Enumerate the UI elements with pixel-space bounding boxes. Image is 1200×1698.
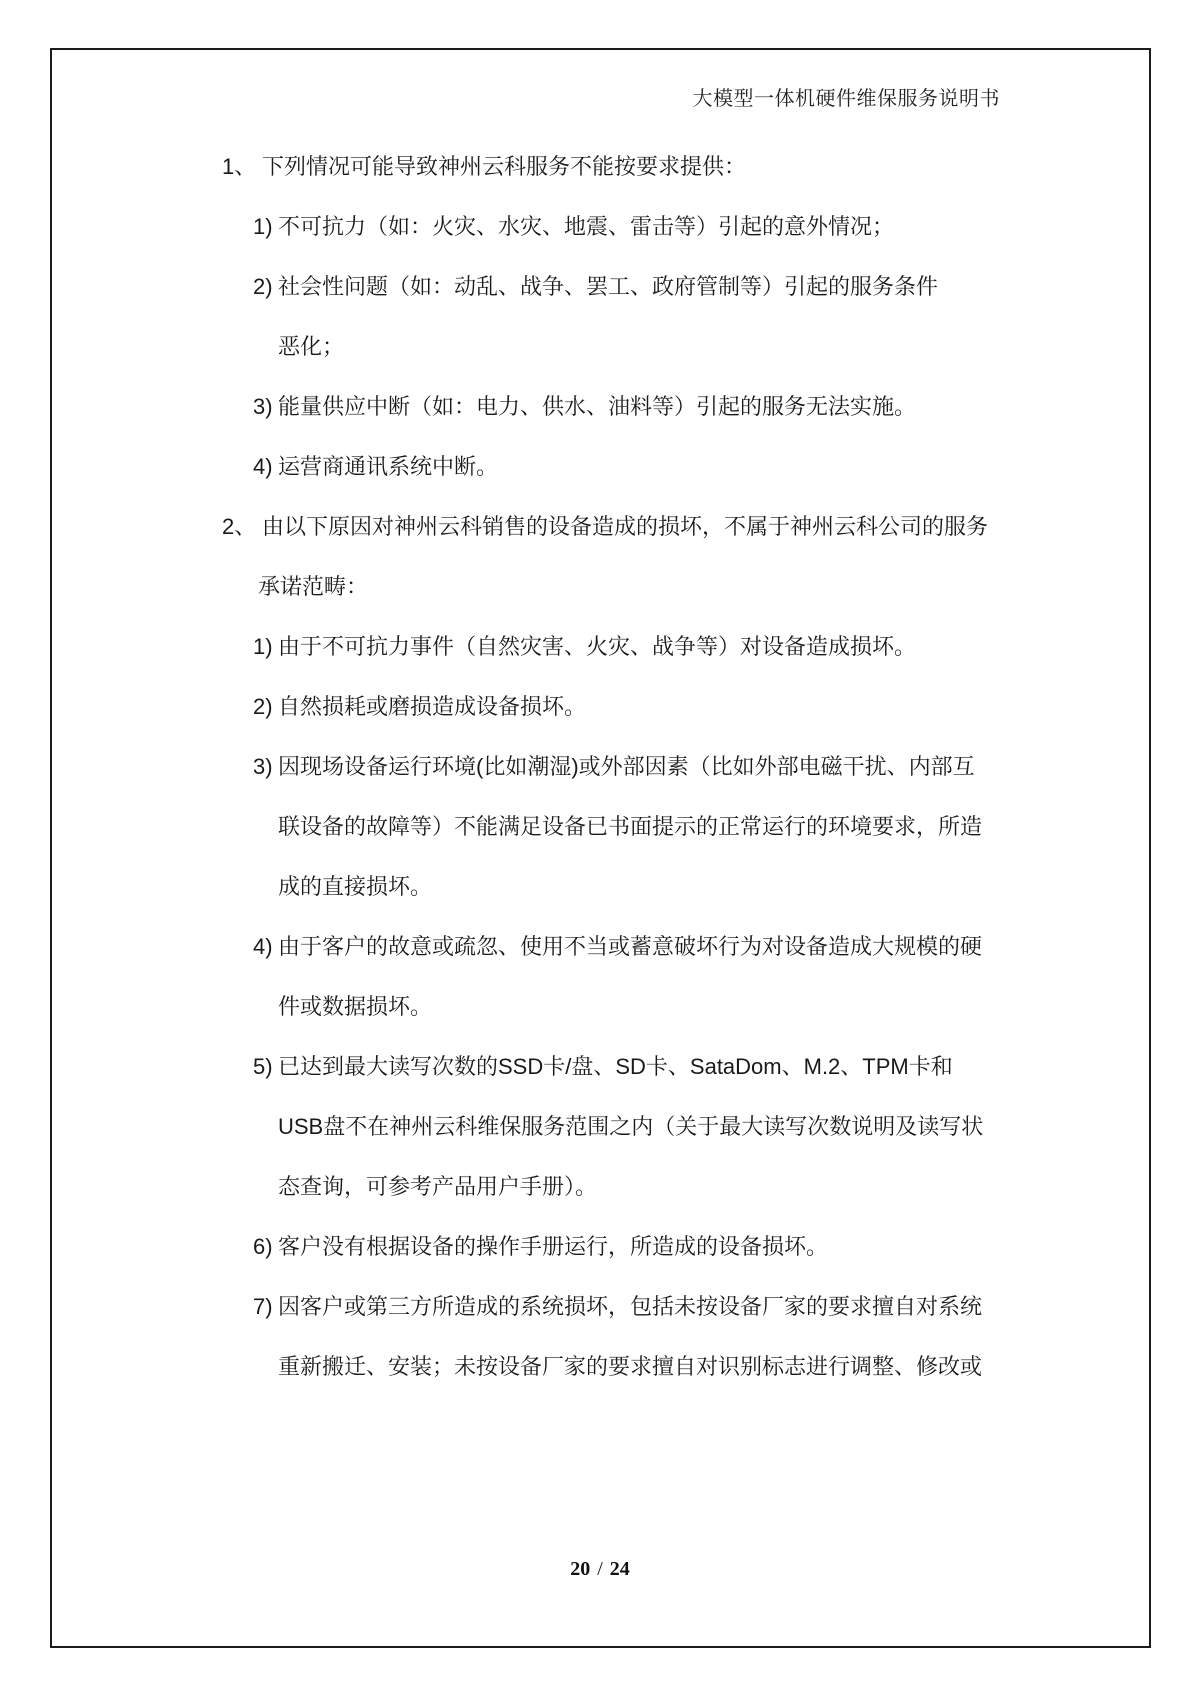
list-item-continuation-line: 成的直接损坏。 [278,874,433,899]
list-item [0,1217,1200,1277]
list-item-text: 已达到最大读写次数的SSD卡/盘、SD卡、SataDom、M.2、TPM卡和 [278,1054,953,1079]
page-number-separator: / [597,1558,603,1580]
list-item-continuation-line: 件或数据损坏。 [278,994,433,1019]
list-item-text: 因客户或第三方所造成的系统损坏，包括未按设备厂家的要求擅自对系统 [278,1294,983,1319]
list-item [0,497,1200,617]
list-marker: 7) [253,1294,273,1319]
list-marker: 1、 [222,154,257,179]
list-item [0,677,1200,737]
list-item-line [0,377,1200,437]
list-item [0,437,1200,497]
list-item-text: 社会性问题（如：动乱、战争、罢工、政府管制等）引起的服务条件 [278,274,939,299]
list-marker: 1) [253,214,273,239]
list-item [0,1277,1200,1397]
list-item-line [0,1037,1200,1097]
list-item-line [0,497,1200,557]
list-marker: 2) [253,274,273,299]
list-item-line [0,1217,1200,1277]
list-item-line [0,917,1200,977]
list-item-text: 下列情况可能导致神州云科服务不能按要求提供： [262,154,747,179]
list-item-continuation-line: 恶化； [278,334,345,359]
list-item-line [0,197,1200,257]
list-item [0,257,1200,377]
list-item-text: 由于不可抗力事件（自然灾害、火灾、战争等）对设备造成损坏。 [278,634,917,659]
list-item-continuation-line: USB盘不在神州云科维保服务范围之内（关于最大读写次数说明及读写状 [278,1114,984,1139]
list-item-line [0,617,1200,677]
list-item-line [0,137,1200,197]
list-item-text: 能量供应中断（如：电力、供水、油料等）引起的服务无法实施。 [278,394,917,419]
list-marker: 6) [253,1234,273,1259]
list-marker: 3) [253,394,273,419]
list-item-line [0,257,1200,317]
list-item [0,617,1200,677]
list-item-text: 因现场设备运行环境(比如潮湿)或外部因素（比如外部电磁干扰、内部互 [278,754,975,779]
list-item [0,917,1200,1037]
list-item-text: 由以下原因对神州云科销售的设备造成的损坏，不属于神州云科公司的服务 [262,514,989,539]
list-marker: 5) [253,1054,273,1079]
list-item-line [0,437,1200,497]
list-item-text: 不可抗力（如：火灾、水灾、地震、雷击等）引起的意外情况； [278,214,895,239]
list-item [0,1037,1200,1217]
list-item-continuation-line: 重新搬迁、安装；未按设备厂家的要求擅自对识别标志进行调整、修改或 [278,1354,983,1379]
list-item-text: 自然损耗或磨损造成设备损坏。 [278,694,587,719]
header-title: 大模型一体机硬件维保服务说明书 [692,88,1000,110]
list-marker: 2、 [222,514,257,539]
list-item [0,197,1200,257]
list-marker: 4) [253,454,273,479]
list-item [0,137,1200,197]
list-item-continuation-line: 承诺范畴： [258,574,369,599]
list-item-line [0,737,1200,797]
list-item-continuation-line: 态查询，可参考产品用户手册）。 [278,1174,598,1199]
list-item [0,737,1200,917]
list-marker: 4) [253,934,273,959]
list-item-text: 由于客户的故意或疏忽、使用不当或蓄意破坏行为对设备造成大规模的硬 [278,934,983,959]
page-number-total: 24 [609,1558,630,1580]
list-marker: 1) [253,634,273,659]
list-item-continuation-line: 联设备的故障等）不能满足设备已书面提示的正常运行的环境要求，所造 [278,814,983,839]
list-marker: 2) [253,694,273,719]
page-number-current: 20 [570,1558,591,1580]
list-item-text: 客户没有根据设备的操作手册运行，所造成的设备损坏。 [278,1234,829,1259]
list-item [0,377,1200,437]
list-item-line [0,1277,1200,1337]
list-item-text: 运营商通讯系统中断。 [278,454,499,479]
list-item-line [0,677,1200,737]
page-footer [0,1558,1200,1581]
document-body [0,137,1200,1397]
list-marker: 3) [253,754,273,779]
